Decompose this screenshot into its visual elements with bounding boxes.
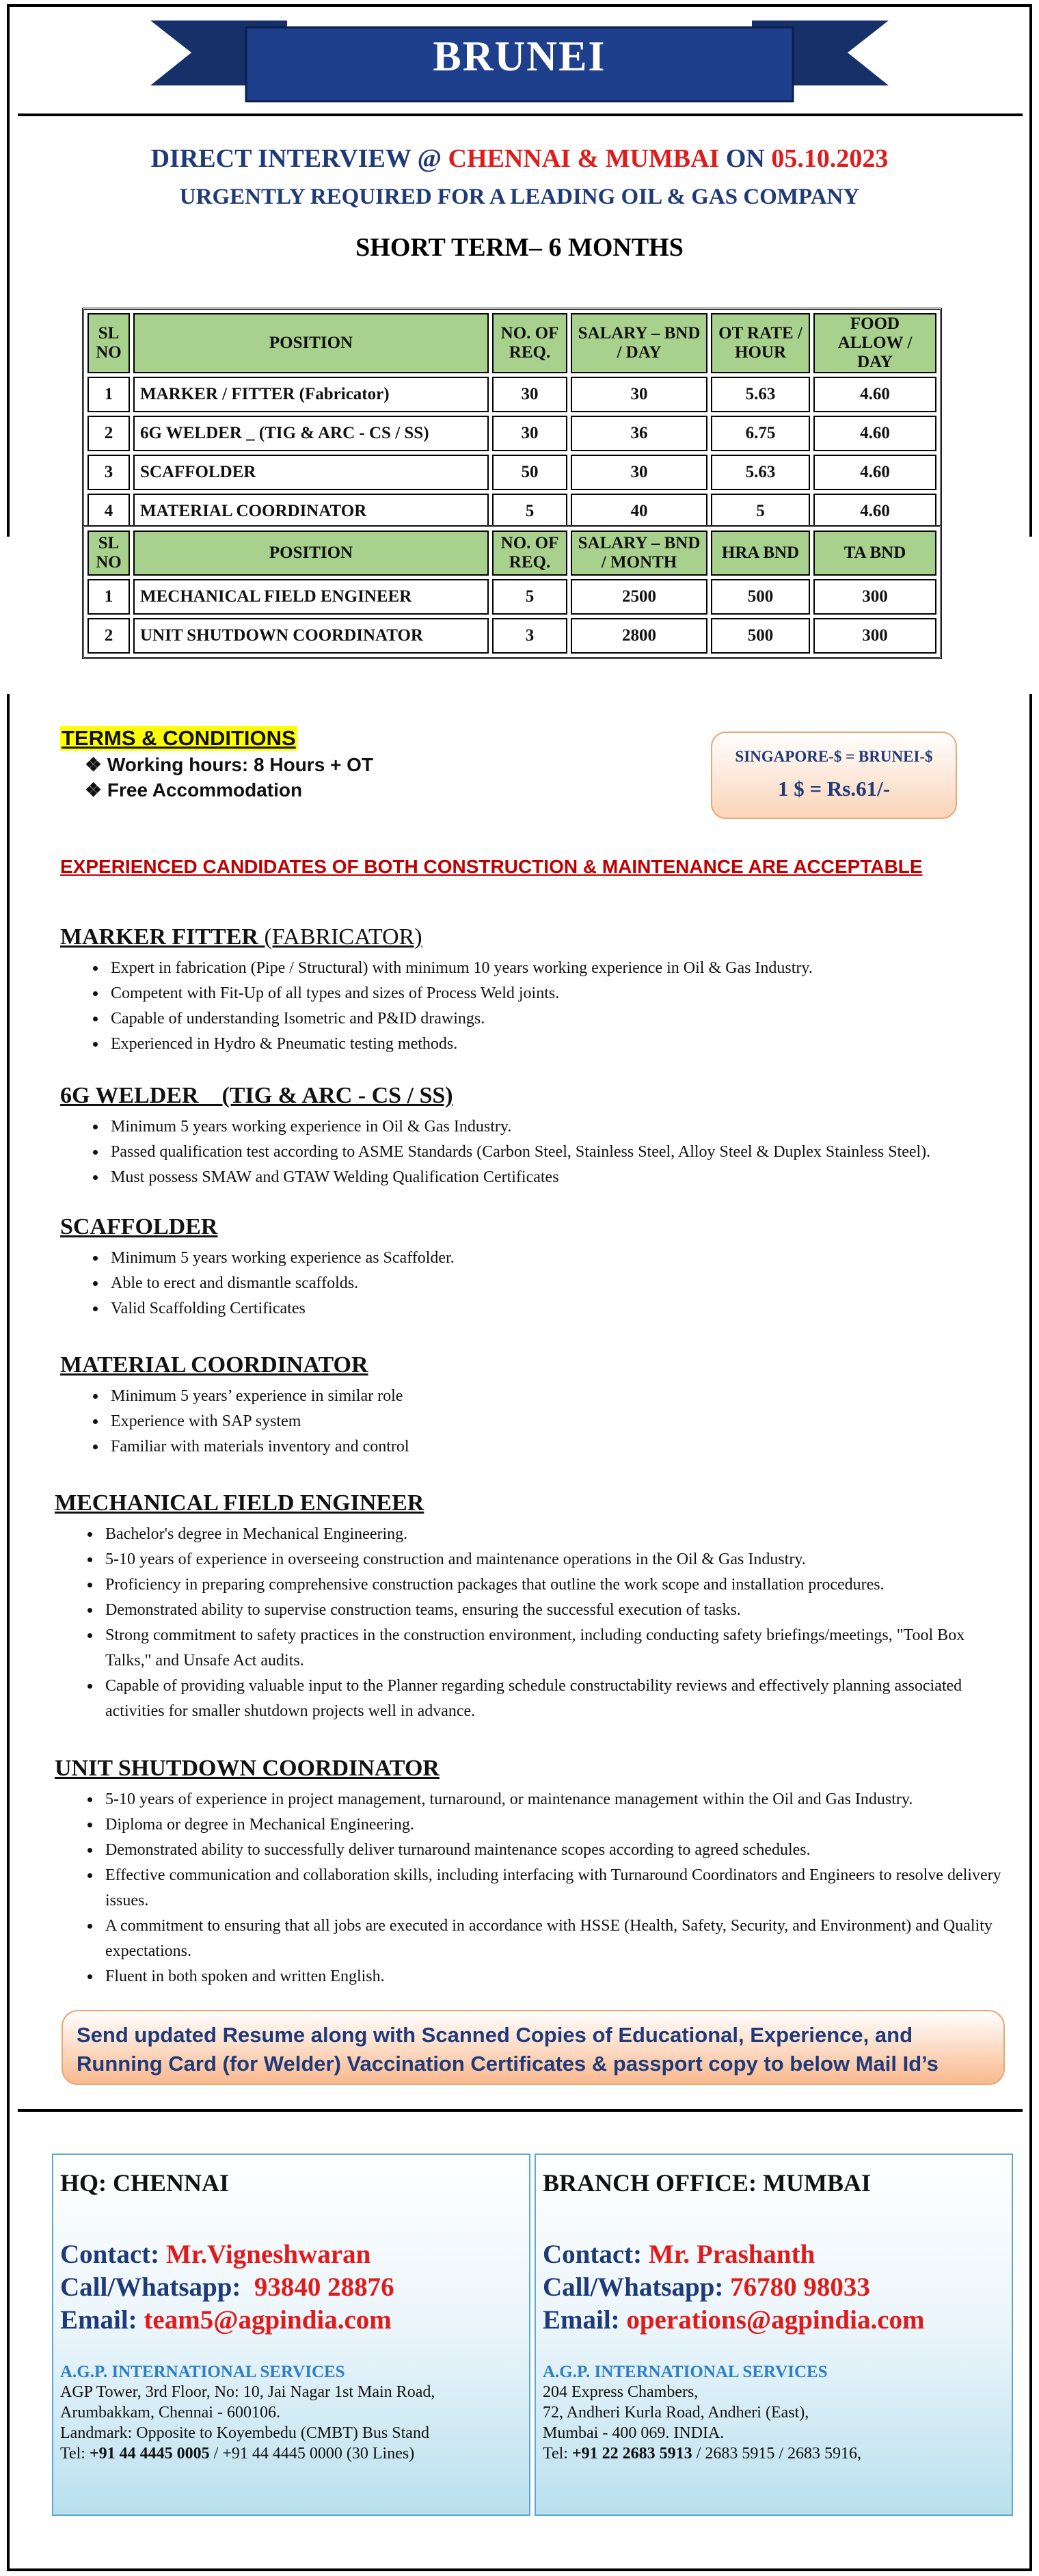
section-title [60, 924, 1031, 950]
header-cell: NO. OF REQ. [492, 313, 567, 373]
cell: 4.60 [813, 377, 936, 412]
tel-line [60, 2443, 522, 2464]
company-name: A.G.P. INTERNATIONAL SERVICES [543, 2363, 828, 2381]
table-row [87, 455, 936, 490]
address-line: Arumbakkam, Chennai - 600106. [60, 2404, 280, 2421]
header-cell: SL NO [87, 531, 130, 576]
label: Contact: [543, 2240, 649, 2269]
section-title: SCAFFOLDER [60, 1214, 218, 1239]
cell: 40 [571, 494, 707, 529]
headline-cities: CHENNAI & MUMBAI [448, 144, 720, 173]
cell: 5 [492, 494, 567, 529]
cell: 4.60 [813, 416, 936, 451]
interview-headline [0, 144, 1039, 174]
header-cell: SALARY – BND / MONTH [571, 531, 707, 576]
headline-date: 05.10.2023 [771, 144, 889, 173]
frame-gap [1025, 537, 1035, 694]
terms-block [60, 726, 373, 801]
email-link[interactable]: operations@agpindia.com [626, 2305, 925, 2335]
section-material-coordinator [60, 1352, 1031, 1460]
address-line: 72, Andheri Kurla Road, Andheri (East), [543, 2404, 809, 2421]
divider [18, 2109, 1023, 2112]
header-cell: POSITION [133, 531, 489, 576]
address-line: Landmark: Opposite to Koyembedu (CMBT) Bus Stand [60, 2424, 429, 2442]
label: Email: [60, 2305, 144, 2335]
tel-number[interactable]: +91 22 2683 5913 [571, 2445, 692, 2463]
tel-line [543, 2443, 1005, 2464]
cell: 2800 [571, 618, 707, 654]
header-cell: FOOD ALLOW / DAY [813, 313, 936, 373]
terms-item: ❖ Working hours: 8 Hours + OT [85, 754, 374, 775]
rate-label: SINGAPORE-$ = BRUNEI-$ [735, 748, 933, 765]
title-banner [150, 21, 889, 106]
list-item: • Minimum 5 years working experience in Oil & Gas Industry. [107, 1114, 1031, 1140]
tel-others: / +91 44 4445 0000 (30 Lines) [209, 2445, 415, 2463]
list-item: • Able to erect and dismantle scaffolds. [107, 1271, 1031, 1296]
section-title: MATERIAL COORDINATOR [60, 1352, 368, 1378]
address-line: Mumbai - 400 069. INDIA. [543, 2424, 725, 2442]
cell: 30 [571, 455, 707, 490]
cell: SCAFFOLDER [133, 455, 489, 490]
cell: 4 [87, 494, 130, 529]
list-item: • Demonstrated ability to successfully deliver turnaround maintenance scopes according to agreed schedules. [101, 1838, 1012, 1863]
list-item: • Familiar with materials inventory and control [107, 1434, 1031, 1460]
terms-item: ❖ Free Accommodation [85, 779, 303, 801]
positions-table-daily [82, 308, 942, 535]
list-item: • Bachelor's degree in Mechanical Engineering. [101, 1522, 1012, 1547]
label: Tel: [60, 2445, 90, 2463]
cell: 6.75 [711, 416, 810, 451]
cell: 300 [813, 618, 936, 654]
cell: MARKER / FITTER (Fabricator) [133, 377, 489, 412]
cell: 5 [492, 579, 567, 615]
phone-link[interactable]: 93840 28876 [254, 2272, 394, 2302]
list-item: • Capable of understanding Isometric and P&ID drawings. [107, 1006, 1031, 1032]
section-scaffolder [60, 1214, 1031, 1321]
email-link[interactable]: team5@agpindia.com [144, 2305, 392, 2335]
cell: 5 [711, 494, 810, 529]
header-cell: TA BND [813, 531, 936, 576]
email-line [60, 2304, 522, 2337]
cell: 30 [492, 377, 567, 412]
cell: 3 [492, 618, 567, 654]
address-line: AGP Tower, 3rd Floor, No: 10, Jai Nagar 1st Main Road, [60, 2383, 435, 2401]
office-title: HQ: CHENNAI [60, 2169, 230, 2197]
section-title-text: MARKER FITTER [60, 924, 265, 950]
list-item: • Minimum 5 years’ experience in similar role [107, 1384, 1031, 1409]
call-line [60, 2271, 522, 2304]
header-cell: HRA BND [711, 531, 810, 576]
contact-name: Mr.Vigneshwaran [165, 2240, 371, 2269]
section-title: 6G WELDER (TIG & ARC - CS / SS) [60, 1083, 453, 1108]
header-cell: POSITION [133, 313, 489, 373]
cell: 3 [87, 455, 130, 490]
banner-title: BRUNEI [433, 33, 606, 80]
cell: 30 [571, 377, 707, 412]
cell: 5.63 [711, 377, 810, 412]
section-marker-fitter [60, 924, 1031, 1057]
list-item: • Fluent in both spoken and written English. [101, 1964, 1012, 1989]
list-item: • A commitment to ensuring that all jobs are executed in accordance with HSSE (Health, Safety, Security, and Environment) and Quality expectations. [101, 1914, 1012, 1964]
label: Call/Whatsapp: [60, 2272, 254, 2302]
email-line [543, 2304, 1005, 2337]
phone-link[interactable]: 76780 98033 [730, 2272, 870, 2302]
header-cell: SALARY – BND / DAY [571, 313, 707, 373]
headline-text: DIRECT INTERVIEW @ [150, 144, 448, 173]
address-line: 204 Express Chambers, [543, 2383, 699, 2401]
cell: 36 [571, 416, 707, 451]
cell: 30 [492, 416, 567, 451]
list-item: • Demonstrated ability to supervise construction teams, ensuring the successful execution of tasks. [101, 1598, 1012, 1623]
cell: 1 [87, 377, 130, 412]
term-heading: SHORT TERM– 6 MONTHS [355, 233, 684, 262]
list-item: • Competent with Fit-Up of all types and sizes of Process Weld joints. [107, 981, 1031, 1006]
cell: MECHANICAL FIELD ENGINEER [133, 579, 489, 615]
cell: 5.63 [711, 455, 810, 490]
list-item: • Diploma or degree in Mechanical Engineering. [101, 1812, 1012, 1838]
section-shutdown-coordinator [55, 1756, 1012, 1989]
office-card-mumbai [535, 2154, 1013, 2516]
label: Contact: [60, 2240, 166, 2269]
label: Tel: [543, 2445, 572, 2463]
section-title: UNIT SHUTDOWN COORDINATOR [55, 1756, 440, 1781]
contact-line [60, 2238, 522, 2271]
section-mechanical-engineer [55, 1490, 1012, 1724]
cell: 50 [492, 455, 567, 490]
cell: 2 [87, 416, 130, 451]
list-item: • Experienced in Hydro & Pneumatic testing methods. [107, 1032, 1031, 1057]
section-title-sub: (FABRICATOR) [264, 924, 422, 950]
header-cell: OT RATE / HOUR [711, 313, 810, 373]
contact-line [543, 2238, 1005, 2271]
subheadline: URGENTLY REQUIRED FOR A LEADING OIL & GAS COMPANY [179, 185, 860, 209]
header-cell: NO. OF REQ. [492, 531, 567, 576]
cell: 4.60 [813, 455, 936, 490]
header-cell: SL NO [87, 313, 130, 373]
list-item: • Valid Scaffolding Certificates [107, 1296, 1031, 1321]
table-row [87, 494, 936, 529]
table-row [87, 377, 936, 412]
headline-text: ON [719, 144, 772, 173]
cell: MATERIAL COORDINATOR [133, 494, 489, 529]
terms-title: TERMS & CONDITIONS [62, 726, 296, 750]
contact-name: Mr. Prashanth [648, 2240, 815, 2269]
cell: 2 [87, 618, 130, 654]
cell: 300 [813, 579, 936, 615]
section-title: MECHANICAL FIELD ENGINEER [55, 1490, 424, 1516]
send-resume-note [62, 2010, 1005, 2085]
table-header-row [87, 531, 936, 576]
table-header-row [87, 313, 936, 373]
list-item: • Effective communication and collaboration skills, including interfacing with Turnaround Coordinators and Engineers to resolve delivery issues. [101, 1863, 1012, 1914]
list-item: • Proficiency in preparing comprehensive construction packages that outline the work scope and installation procedures. [101, 1572, 1012, 1598]
office-title: BRANCH OFFICE: MUMBAI [543, 2169, 871, 2197]
cell: 500 [711, 579, 810, 615]
label: Email: [543, 2305, 627, 2335]
cell: 6G WELDER _ (TIG & ARC - CS / SS) [133, 416, 489, 451]
positions-table-monthly [82, 525, 942, 659]
list-item: • Passed qualification test according to ASME Standards (Carbon Steel, Stainless Steel, Alloy Steel & Duplex Stainless Steel). [107, 1140, 1031, 1165]
cell: 500 [711, 618, 810, 654]
list-item: • Capable of providing valuable input to the Planner regarding schedule constructability reviews and effectively planning associated activities for smaller shutdown projects well in advance. [101, 1674, 1012, 1724]
list-item: • 5-10 years of experience in overseeing construction and maintenance operations in the Oil & Gas Industry. [101, 1547, 1012, 1572]
label: Call/Whatsapp: [543, 2272, 731, 2302]
list-item: • Expert in fabrication (Pipe / Structural) with minimum 10 years working experience in Oil & Gas Industry. [107, 956, 1031, 981]
tel-number[interactable]: +91 44 4445 0005 [89, 2445, 210, 2463]
table-row [87, 618, 936, 654]
call-line [543, 2271, 1005, 2304]
list-item: • 5-10 years of experience in project management, turnaround, or maintenance management within the Oil and Gas Industry. [101, 1787, 1012, 1812]
table-row [87, 416, 936, 451]
send-note-line: Send updated Resume along with Scanned Copies of Educational, Experience, and [77, 2023, 913, 2047]
send-note-line: Running Card (for Welder) Vaccination Certificates & passport copy to below Mail Id’s [77, 2052, 939, 2076]
list-item: • Minimum 5 years working experience as Scaffolder. [107, 1246, 1031, 1271]
list-item: • Must possess SMAW and GTAW Welding Qualification Certificates [107, 1165, 1031, 1190]
office-card-chennai [52, 2154, 530, 2516]
divider [18, 113, 1023, 116]
experience-note: EXPERIENCED CANDIDATES OF BOTH CONSTRUCTION & MAINTENANCE ARE ACCEPTABLE [60, 856, 923, 877]
table-row [87, 579, 936, 615]
rate-value: 1 $ = Rs.61/- [777, 777, 891, 801]
frame-gap [4, 537, 14, 694]
company-name: A.G.P. INTERNATIONAL SERVICES [60, 2363, 345, 2381]
list-item: • Experience with SAP system [107, 1409, 1031, 1434]
list-item: • Strong commitment to safety practices in the construction environment, including conducting safety briefings/meetings, "Tool Box Talks," and Unsafe Act audits. [101, 1623, 1012, 1674]
cell: UNIT SHUTDOWN COORDINATOR [133, 618, 489, 654]
exchange-rate-box [711, 732, 957, 819]
cell: 4.60 [813, 494, 936, 529]
cell: 1 [87, 579, 130, 615]
cell: 2500 [571, 579, 707, 615]
section-welder [60, 1083, 1031, 1190]
tel-others: / 2683 5915 / 2683 5916, [692, 2445, 862, 2463]
